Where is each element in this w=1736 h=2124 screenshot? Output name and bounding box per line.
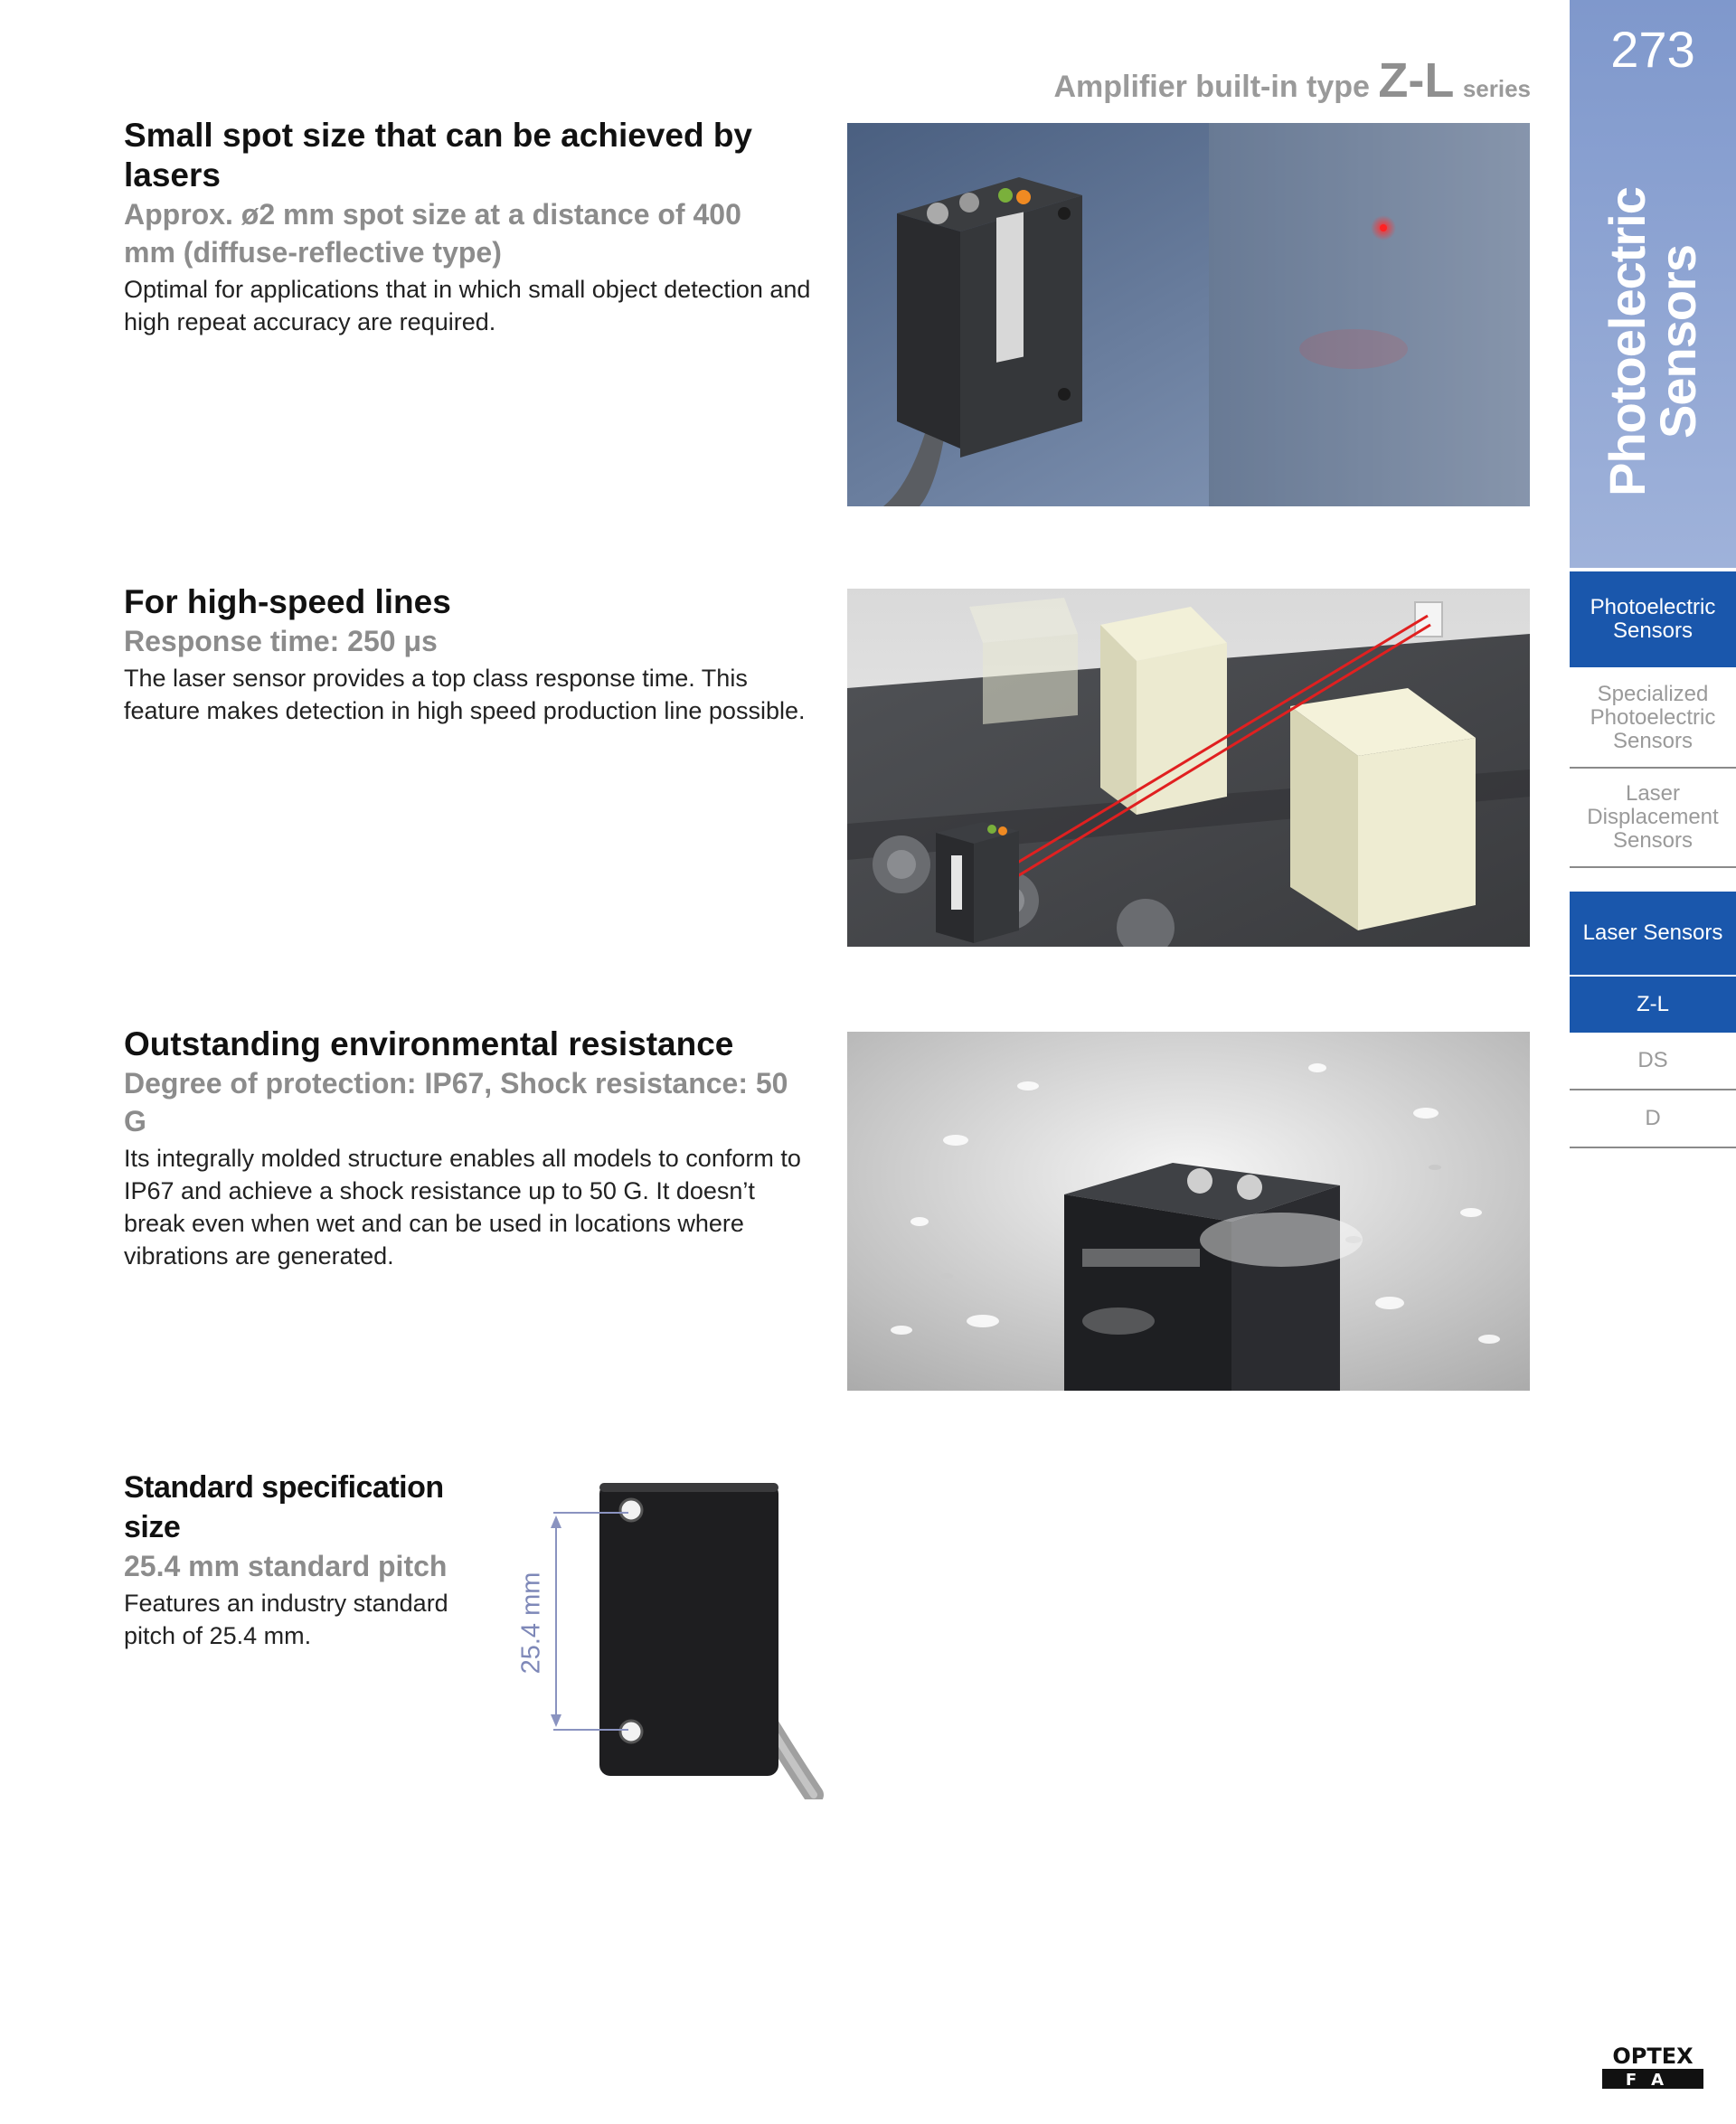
nav-label: DS <box>1637 1048 1668 1072</box>
feature-body: The laser sensor provides a top class response time. This feature makes detection in high speed production line possible. <box>124 665 806 724</box>
header-series-name: Z-L <box>1378 53 1455 108</box>
nav-label: Photoelectric Sensors <box>1590 595 1716 643</box>
nav-label: Laser Displacement Sensors <box>1587 781 1719 853</box>
feature-title: Small spot size that can be achieved by lasers <box>124 117 753 194</box>
feature-subtitle: 25.4 mm standard pitch <box>124 1550 448 1582</box>
feature-title: For high-speed lines <box>124 583 451 620</box>
nav-d[interactable] <box>1570 1090 1736 1148</box>
sidebar-header <box>1570 0 1736 568</box>
feature-small-spot <box>124 116 811 338</box>
nav-laser-displacement-sensors[interactable] <box>1570 769 1736 868</box>
nav-ds[interactable] <box>1570 1033 1736 1090</box>
optex-fa-logo <box>1602 2044 1703 2091</box>
nav-laser-sensors[interactable] <box>1570 892 1736 975</box>
feature-body: Features an industry standard pitch of 25.4 mm. <box>124 1590 448 1649</box>
logo-line1: OPTEX <box>1612 2044 1694 2069</box>
feature-body: Its integrally molded structure enables all models to conform to IP67 and achieve a shock resistance up to 50 G. It doesn’t break even when wet and can be used in locations where vibrations are generated. <box>124 1145 801 1270</box>
page-number: 273 <box>1610 21 1695 78</box>
series-header <box>1054 52 1532 109</box>
section-sidebar <box>1570 0 1736 2124</box>
feature-standard-size <box>124 1468 504 1652</box>
nav-photoelectric-sensors[interactable] <box>1570 571 1736 667</box>
nav-label: Laser Sensors <box>1582 920 1723 945</box>
pitch-diagram <box>542 1465 841 1799</box>
header-suffix: series <box>1462 75 1531 102</box>
feature-environmental <box>124 1024 811 1272</box>
feature-subtitle: Degree of protection: IP67, Shock resistance: 50 G <box>124 1067 788 1138</box>
nav-label: D <box>1645 1106 1661 1130</box>
feature-title: Outstanding environmental resistance <box>124 1025 734 1062</box>
header-prefix: Amplifier built-in type <box>1053 70 1370 104</box>
nav-label: Specialized Photoelectric Sensors <box>1590 682 1716 753</box>
feature-high-speed <box>124 582 811 727</box>
section-title-line2: Sensors <box>1649 245 1706 439</box>
photo-conveyor-line <box>847 589 1530 947</box>
nav-specialized-photoelectric-sensors[interactable] <box>1570 669 1736 769</box>
photo-laser-spot <box>847 123 1530 506</box>
feature-body: Optimal for applications that in which small object detection and high repeat accuracy are required. <box>124 276 811 335</box>
feature-subtitle: Approx. ø2 mm spot size at a distance of 400 mm (diffuse-reflective type) <box>124 198 741 269</box>
nav-z-l[interactable] <box>1570 977 1736 1033</box>
photo-water-splash <box>847 1032 1530 1391</box>
feature-subtitle: Response time: 250 μs <box>124 625 438 657</box>
feature-title: Standard specification size <box>124 1470 444 1544</box>
section-title <box>1599 187 1706 496</box>
section-title-line1: Photoelectric <box>1599 187 1656 496</box>
nav-label: Z-L <box>1637 992 1669 1016</box>
logo-line2: FA <box>1625 2071 1681 2090</box>
pitch-dimension-label: 25.4 mm <box>516 1572 546 1675</box>
